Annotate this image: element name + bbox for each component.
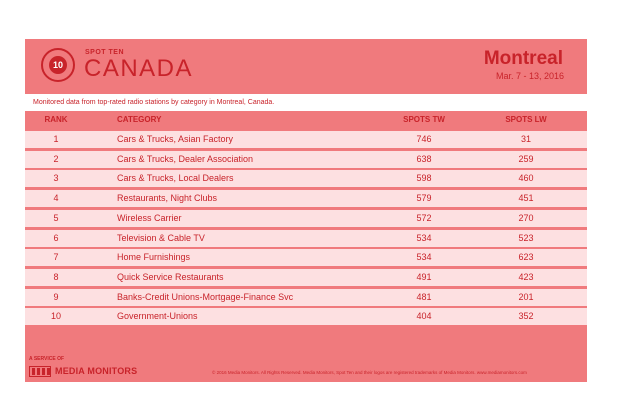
rank-cell: 10 [50,311,61,322]
spots-lw-cell: 460 [518,173,534,184]
column-header-spots-tw: SPOTS TW [403,115,445,124]
badge-number: 10 [49,56,67,74]
category-cell: Banks-Credit Unions-Mortgage-Finance Svc [117,291,294,302]
table-row [25,131,587,148]
spots-lw-cell: 623 [518,252,534,263]
rank-cell: 3 [53,173,59,184]
table-row [25,170,587,187]
category-cell: Quick Service Restaurants [117,271,224,282]
rank-cell: 6 [53,232,59,243]
category-cell: Restaurants, Night Clubs [117,193,218,204]
rank-cell: 8 [53,271,59,282]
table-row [25,151,587,168]
spots-lw-cell: 451 [518,193,534,204]
spots-tw-cell: 572 [416,212,432,223]
copyright-text: © 2016 Media Monitors. All Rights Reserved. Media Monitors, Spot Ten and their logos are registered trademarks of Media Monitors. www.mediamonitors.com [212,370,527,375]
category-cell: Cars & Trucks, Dealer Association [117,153,254,164]
report-header [25,39,587,93]
rank-cell: 2 [53,153,59,164]
category-cell: Cars & Trucks, Asian Factory [117,134,234,144]
column-header-spots-lw: SPOTS LW [505,115,547,124]
table-row [25,190,587,207]
report-card [25,39,587,382]
spots-tw-cell: 481 [416,291,432,302]
spots-lw-cell: 270 [518,212,534,223]
spots-lw-cell: 201 [518,291,534,302]
spots-lw-cell: 259 [518,153,534,164]
table-row [25,210,587,227]
description-bar: Monitored data from top-rated radio stations by category in Montreal, Canada. [25,94,587,111]
table-row [25,269,587,286]
media-monitors-logo-icon [29,366,51,377]
spots-tw-cell: 579 [416,193,432,204]
spots-lw-cell: 523 [518,232,534,243]
category-cell: Cars & Trucks, Local Dealers [117,173,234,184]
table-row [25,308,587,325]
table-row [25,289,587,306]
category-cell: Government-Unions [117,311,198,322]
brand-label: SPOT TEN [85,49,125,56]
logo-text: MEDIA MONITORS [55,366,138,376]
rank-cell: 7 [53,252,59,263]
spots-tw-cell: 534 [416,252,432,263]
column-header-category: CATEGORY [117,115,162,124]
city-title: Montreal [483,48,563,69]
category-cell: Home Furnishings [117,252,191,263]
spots-tw-cell: 746 [416,134,432,144]
table-row [25,230,587,247]
category-cell: Television & Cable TV [117,232,205,243]
table-row [25,249,587,266]
rank-cell: 5 [53,212,59,223]
spots-tw-cell: 534 [416,232,432,243]
rank-cell: 1 [53,134,59,144]
spots-tw-cell: 598 [416,173,432,184]
spots-lw-cell: 423 [518,271,534,282]
spots-lw-cell: 31 [520,134,531,144]
category-cell: Wireless Carrier [117,212,182,223]
rank-cell: 9 [53,291,59,302]
date-range: Mar. 7 - 13, 2016 [495,71,564,81]
spots-tw-cell: 638 [416,153,432,164]
service-label: A SERVICE OF [29,356,65,362]
column-header-rank: RANK [44,115,68,124]
rank-cell: 4 [53,193,59,204]
spots-tw-cell: 404 [416,311,432,322]
spot-ten-badge-icon [41,48,75,82]
country-title: CANADA [84,55,194,82]
spots-tw-cell: 491 [416,271,432,282]
spots-lw-cell: 352 [518,311,534,322]
media-monitors-logo [29,364,137,378]
